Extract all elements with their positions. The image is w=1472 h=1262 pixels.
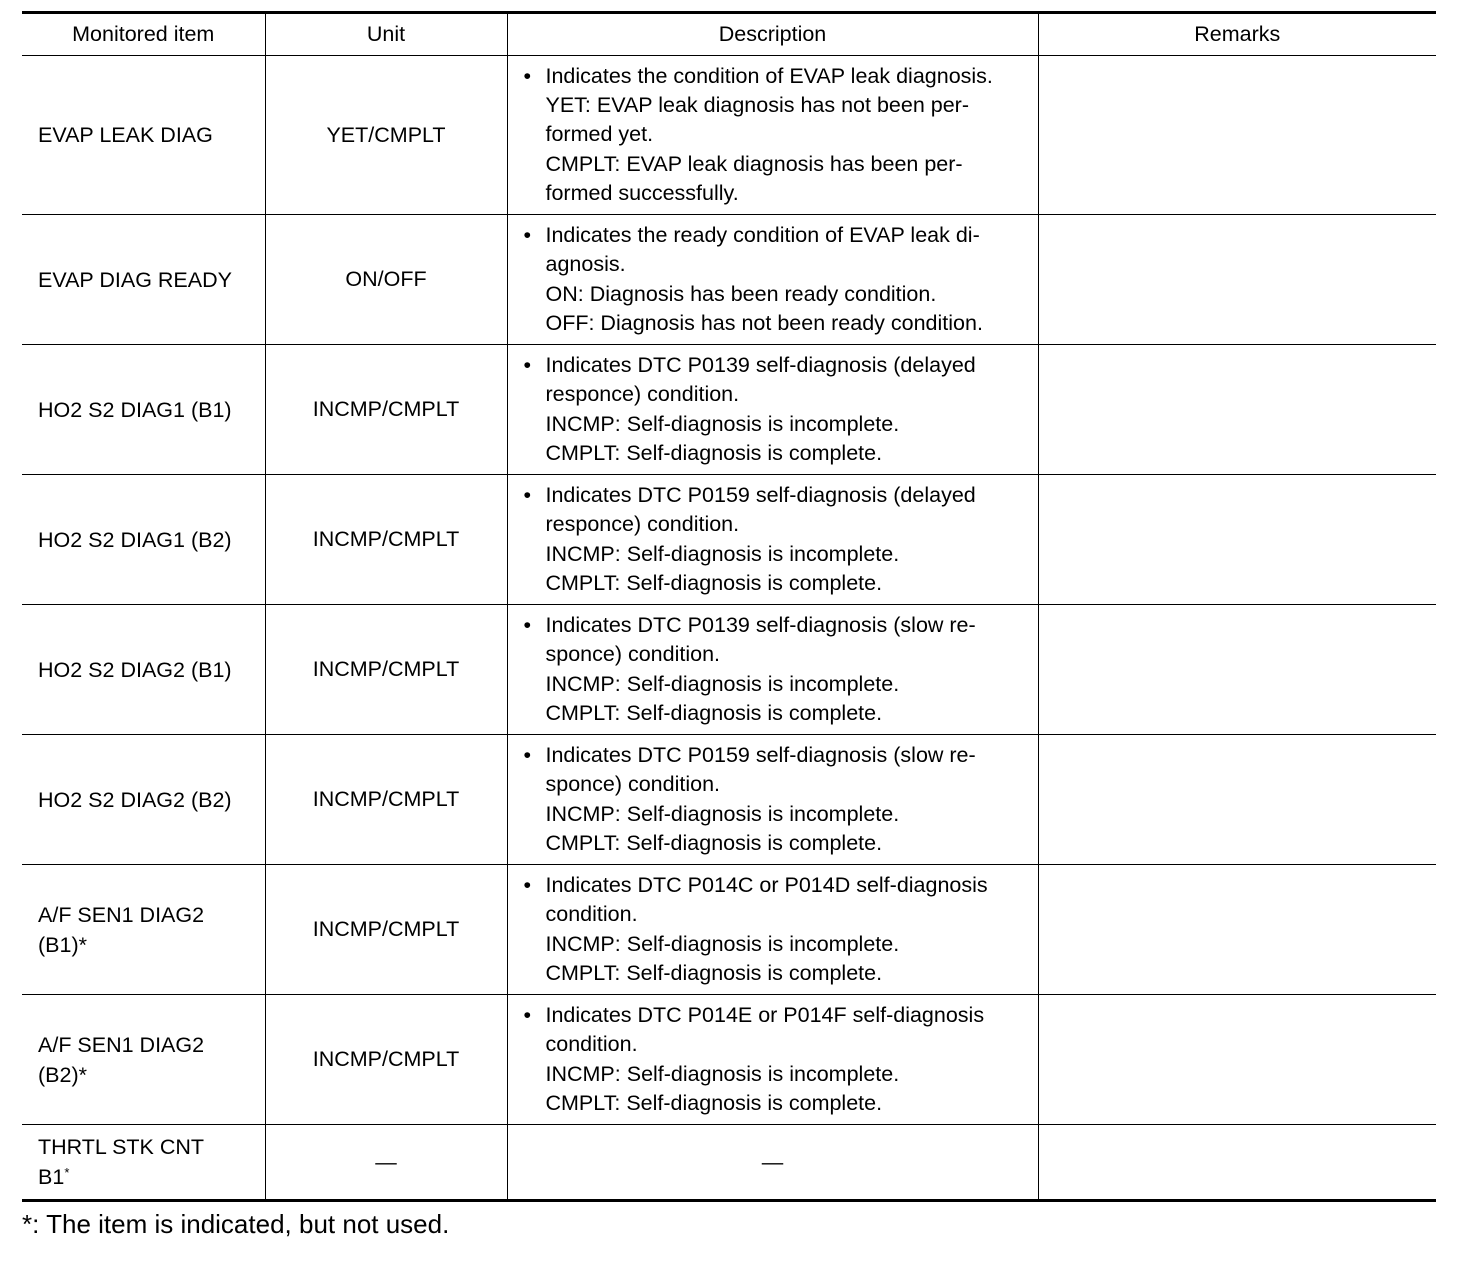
monitored-item-line: (B1)*: [38, 932, 87, 957]
monitored-item-cell: [22, 865, 265, 995]
table-row: [22, 56, 1436, 215]
table-header-row: [22, 13, 1436, 56]
remarks-cell: [1038, 215, 1436, 345]
remarks-cell: [1038, 995, 1436, 1125]
header-remarks: Remarks: [1038, 13, 1436, 56]
description-line: ON: Diagnosis has been ready condition.: [545, 281, 937, 306]
monitored-item-cell: HO2 S2 DIAG2 (B1): [22, 605, 265, 735]
monitored-item-cell: [22, 1125, 265, 1201]
unit-cell: YET/CMPLT: [265, 56, 507, 215]
monitored-item-line: B1: [38, 1165, 65, 1189]
description-line: INCMP: Self-diagnosis is incomplete.: [545, 1061, 900, 1086]
header-unit: Unit: [265, 13, 507, 56]
description-line: Indicates DTC P014C or P014D self-diagnosis: [545, 873, 988, 898]
table-row: [22, 605, 1436, 735]
remarks-cell: [1038, 1125, 1436, 1201]
table-row: [22, 1125, 1436, 1201]
asterisk-superscript: *: [64, 1165, 70, 1180]
monitored-item-cell: EVAP DIAG READY: [22, 215, 265, 345]
unit-cell: INCMP/CMPLT: [265, 995, 507, 1125]
description-line: condition.: [545, 902, 638, 927]
bullet-icon: •: [523, 743, 532, 768]
monitored-item-cell: HO2 S2 DIAG2 (B2): [22, 735, 265, 865]
description-line: INCMP: Self-diagnosis is incomplete.: [545, 411, 900, 436]
description-line: CMPLT: Self-diagnosis is complete.: [545, 1090, 883, 1115]
monitored-item-cell: HO2 S2 DIAG1 (B2): [22, 475, 265, 605]
monitored-item-line-with-sup: [38, 1162, 265, 1192]
description-line: OFF: Diagnosis has not been ready condition.: [545, 310, 983, 335]
description-line: formed successfully.: [545, 180, 739, 205]
monitored-item-cell: [22, 995, 265, 1125]
description-line: Indicates DTC P0159 self-diagnosis (delayed: [545, 483, 976, 508]
description-cell: [507, 475, 1038, 605]
unit-cell: INCMP/CMPLT: [265, 865, 507, 995]
table-row: [22, 865, 1436, 995]
description-line: condition.: [545, 1032, 638, 1057]
remarks-cell: [1038, 345, 1436, 475]
description-line: Indicates DTC P0139 self-diagnosis (slow re-: [545, 613, 976, 638]
unit-cell: ON/OFF: [265, 215, 507, 345]
bullet-icon: •: [523, 1003, 532, 1028]
unit-cell: INCMP/CMPLT: [265, 345, 507, 475]
description-cell: [507, 215, 1038, 345]
table-row: [22, 995, 1436, 1125]
description-line: CMPLT: Self-diagnosis is complete.: [545, 440, 883, 465]
footnote: *: The item is indicated, but not used.: [22, 1209, 450, 1239]
description-line: CMPLT: Self-diagnosis is complete.: [545, 830, 883, 855]
description-line: CMPLT: EVAP leak diagnosis has been per-: [545, 151, 963, 176]
description-cell: [507, 56, 1038, 215]
description-cell: —: [507, 1125, 1038, 1201]
description-line: INCMP: Self-diagnosis is incomplete.: [545, 931, 900, 956]
monitored-item-line: A/F SEN1 DIAG2: [38, 1032, 205, 1057]
table-row: [22, 475, 1436, 605]
bullet-icon: •: [523, 873, 532, 898]
description-line: Indicates the ready condition of EVAP leak di-: [545, 223, 980, 248]
description-line: Indicates DTC P0159 self-diagnosis (slow re-: [545, 743, 976, 768]
description-line: responce) condition.: [545, 382, 740, 407]
table-row: [22, 215, 1436, 345]
monitored-item-cell: HO2 S2 DIAG1 (B1): [22, 345, 265, 475]
description-cell: [507, 735, 1038, 865]
description-line: INCMP: Self-diagnosis is incomplete.: [545, 671, 900, 696]
remarks-cell: [1038, 56, 1436, 215]
remarks-cell: [1038, 735, 1436, 865]
table-row: [22, 345, 1436, 475]
description-line: formed yet.: [545, 122, 654, 147]
unit-cell: INCMP/CMPLT: [265, 605, 507, 735]
description-line: CMPLT: Self-diagnosis is complete.: [545, 960, 883, 985]
description-line: responce) condition.: [545, 512, 740, 537]
table-row: [22, 735, 1436, 865]
description-cell: [507, 995, 1038, 1125]
remarks-cell: [1038, 475, 1436, 605]
description-line: sponce) condition.: [545, 642, 720, 667]
monitored-item-line: A/F SEN1 DIAG2: [38, 902, 205, 927]
bullet-icon: •: [523, 483, 532, 508]
description-line: Indicates DTC P0139 self-diagnosis (delayed: [545, 353, 976, 378]
monitored-item-cell: EVAP LEAK DIAG: [22, 56, 265, 215]
description-cell: [507, 605, 1038, 735]
header-description: Description: [507, 13, 1038, 56]
monitored-item-line: THRTL STK CNT: [38, 1135, 205, 1159]
remarks-cell: [1038, 865, 1436, 995]
description-line: Indicates the condition of EVAP leak diagnosis.: [545, 63, 993, 88]
description-line: INCMP: Self-diagnosis is incomplete.: [545, 801, 900, 826]
remarks-cell: [1038, 605, 1436, 735]
description-line: CMPLT: Self-diagnosis is complete.: [545, 570, 883, 595]
description-line: agnosis.: [545, 252, 626, 277]
description-cell: [507, 345, 1038, 475]
monitored-item-line: (B2)*: [38, 1062, 87, 1087]
monitor-items-table: [22, 11, 1436, 1202]
unit-cell: INCMP/CMPLT: [265, 475, 507, 605]
description-line: sponce) condition.: [545, 772, 720, 797]
bullet-icon: •: [523, 353, 532, 378]
description-line: CMPLT: Self-diagnosis is complete.: [545, 700, 883, 725]
bullet-icon: •: [523, 223, 532, 248]
description-line: INCMP: Self-diagnosis is incomplete.: [545, 541, 900, 566]
bullet-icon: •: [523, 613, 532, 638]
description-line: YET: EVAP leak diagnosis has not been per-: [545, 93, 969, 118]
header-monitored-item: Monitored item: [22, 13, 265, 56]
description-cell: [507, 865, 1038, 995]
bullet-icon: •: [523, 63, 532, 88]
description-line: Indicates DTC P014E or P014F self-diagnosis: [545, 1003, 985, 1028]
unit-cell: —: [265, 1125, 507, 1201]
unit-cell: INCMP/CMPLT: [265, 735, 507, 865]
